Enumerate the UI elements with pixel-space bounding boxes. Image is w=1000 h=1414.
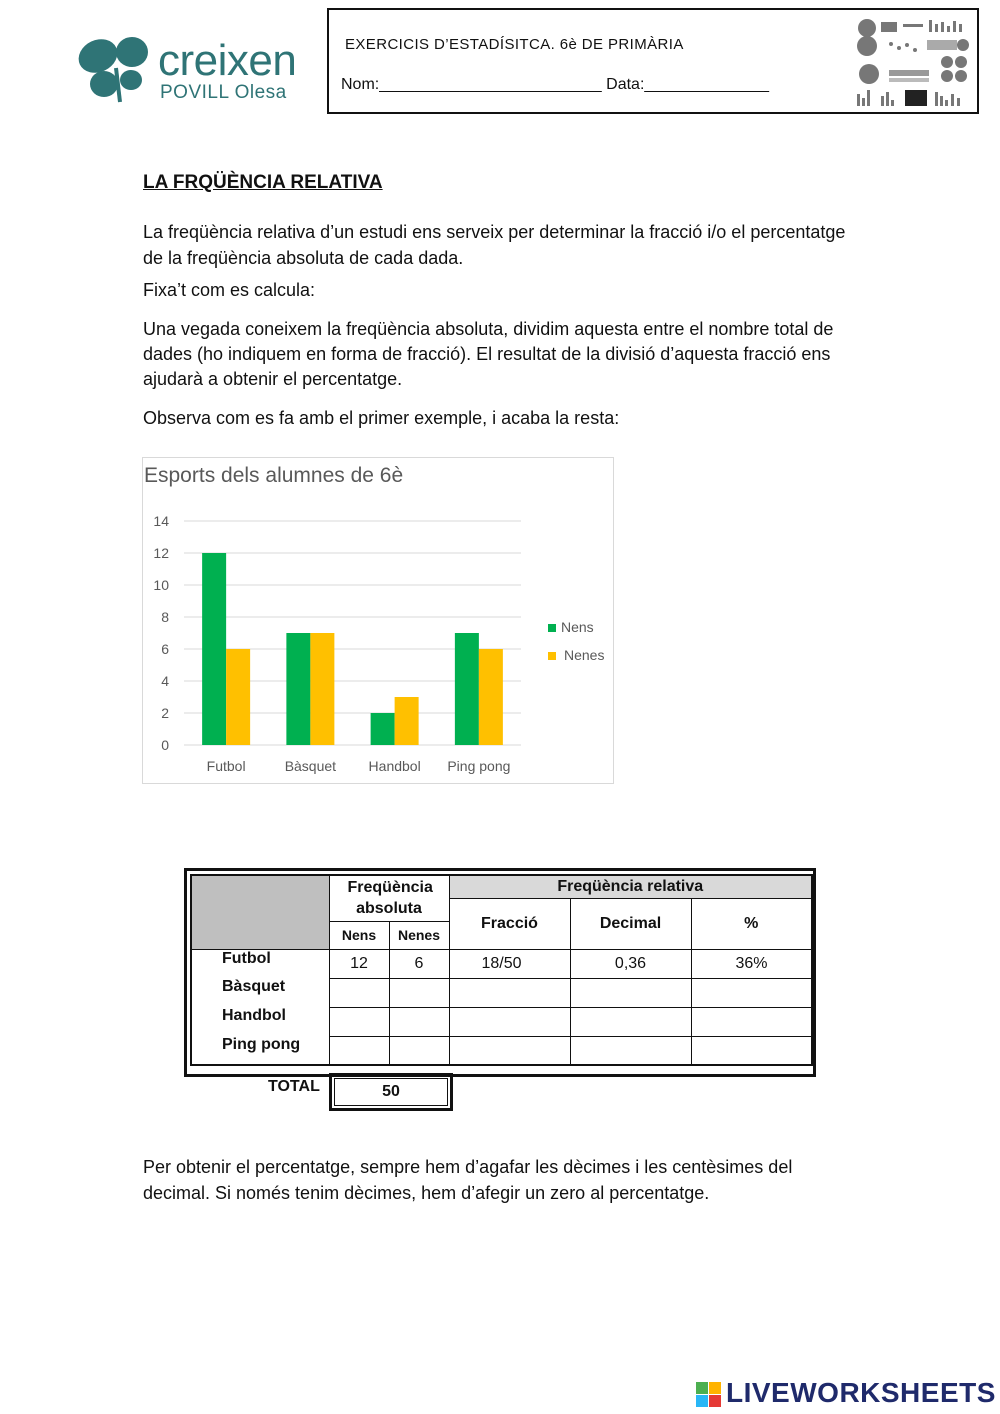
row-label: Handbol	[191, 1007, 329, 1036]
girls-cell[interactable]	[389, 1007, 449, 1036]
decimal-cell[interactable]	[570, 1036, 691, 1065]
bar-chart	[142, 457, 614, 784]
row-label: Futbol	[191, 949, 329, 978]
creixen-logo	[76, 30, 316, 110]
butterfly-logo-icon	[76, 34, 156, 106]
y-tick-label: 0	[161, 737, 169, 753]
percentage-note: Per obtenir el percentatge, sempre hem d’agafar les dècimes i les centèsimes del decimal. Si només tenim dècimes, hem d’afegir un zero al percentatge.	[143, 1157, 793, 1203]
worksheet-title: EXERCICIS D’ESTADÍSITCA. 6è DE PRIMÀRIA	[345, 36, 684, 53]
y-tick-label: 2	[161, 705, 169, 721]
statistics-thumbnails-icon	[855, 18, 973, 108]
fraction-cell[interactable]	[449, 978, 570, 1007]
relative-frequency-header: Freqüència relativa	[449, 875, 812, 898]
boys-cell[interactable]	[329, 1007, 389, 1036]
bar-nenes-2	[395, 697, 419, 745]
y-tick-label: 10	[153, 577, 169, 593]
section-heading: LA FRQÜÈNCIA RELATIVA	[143, 172, 383, 193]
fraction-header: Fracció	[449, 898, 570, 949]
girls-cell[interactable]	[389, 1036, 449, 1065]
legend-swatch	[548, 652, 556, 660]
boys-header: Nens	[329, 921, 389, 949]
bar-nens-0	[202, 553, 226, 745]
table-row	[191, 978, 812, 1007]
fraction-cell[interactable]: 18/50	[449, 949, 570, 978]
legend-label: Nens	[561, 619, 594, 635]
boys-cell[interactable]: 12	[329, 949, 389, 978]
fraction-cell[interactable]	[449, 1007, 570, 1036]
table-row	[191, 1036, 812, 1065]
percent-cell[interactable]	[691, 1007, 812, 1036]
legend-swatch	[548, 624, 556, 632]
total-label: TOTAL	[268, 1078, 320, 1095]
y-tick-label: 12	[153, 545, 169, 561]
row-label: Bàsquet	[191, 978, 329, 1007]
table-row	[191, 949, 812, 978]
frequency-table-grid	[190, 874, 813, 1066]
worksheet-header	[327, 8, 979, 114]
fraction-cell[interactable]	[449, 1036, 570, 1065]
chart-svg	[143, 458, 613, 783]
x-tick-label: Handbol	[368, 758, 421, 774]
y-tick-label: 6	[161, 641, 169, 657]
liveworksheets-brand	[696, 1375, 994, 1411]
method-paragraph: Una vegada coneixem la freqüència absoluta, dividim aquesta entre el nombre total de dades (ho indiquem en forma de fracció). El resultat de la divisió d’aquesta fracció ens ajudarà a obtenir el percentatge.	[143, 319, 834, 389]
y-tick-label: 4	[161, 673, 169, 689]
x-tick-label: Ping pong	[447, 758, 511, 774]
frequency-table	[184, 868, 816, 1077]
x-tick-label: Futbol	[206, 758, 246, 774]
bar-nenes-0	[226, 649, 250, 745]
girls-header: Nenes	[389, 921, 449, 949]
total-value: 50	[334, 1078, 448, 1106]
intro-paragraph: La freqüència relativa d’un estudi ens serveix per determinar la fracció i/o el percentatge de la freqüència absoluta de cada dada.	[143, 222, 846, 268]
instruction-paragraph: Observa com es fa amb el primer exemple, i acaba la resta:	[143, 408, 620, 428]
percent-cell[interactable]: 36%	[691, 949, 812, 978]
corner-cell	[191, 875, 329, 949]
bar-nenes-1	[310, 633, 334, 745]
brand-text: LIVEWORKSHEETS	[726, 1377, 996, 1408]
date-field[interactable]: Data:______________	[606, 76, 769, 93]
chart-title: Esports dels alumnes de 6è	[144, 464, 404, 487]
decimal-cell[interactable]	[570, 978, 691, 1007]
boys-cell[interactable]	[329, 978, 389, 1007]
bar-nens-1	[286, 633, 310, 745]
logo-subtitle: POVILL Olesa	[160, 82, 287, 103]
percent-header: %	[691, 898, 812, 949]
decimal-header: Decimal	[570, 898, 691, 949]
absolute-frequency-header: Freqüència absoluta	[329, 875, 449, 921]
row-label: Ping pong	[191, 1036, 329, 1065]
name-date-line	[341, 76, 769, 94]
table-row	[191, 1007, 812, 1036]
y-tick-label: 8	[161, 609, 169, 625]
girls-cell[interactable]	[389, 978, 449, 1007]
boys-cell[interactable]	[329, 1036, 389, 1065]
bar-nens-2	[371, 713, 395, 745]
decimal-cell[interactable]: 0,36	[570, 949, 691, 978]
girls-cell[interactable]: 6	[389, 949, 449, 978]
y-tick-label: 14	[153, 513, 169, 529]
legend-label: Nenes	[564, 647, 605, 663]
liveworksheets-logo-icon	[696, 1382, 722, 1408]
percent-cell[interactable]	[691, 1036, 812, 1065]
bar-nens-3	[455, 633, 479, 745]
calc-paragraph: Fixa’t com es calcula:	[143, 280, 316, 300]
percent-cell[interactable]	[691, 978, 812, 1007]
total-box	[329, 1073, 453, 1111]
name-field[interactable]: Nom:_________________________	[341, 76, 602, 93]
bar-nenes-3	[479, 649, 503, 745]
logo-wordmark: creixen	[158, 36, 297, 85]
x-tick-label: Bàsquet	[284, 758, 337, 774]
decimal-cell[interactable]	[570, 1007, 691, 1036]
